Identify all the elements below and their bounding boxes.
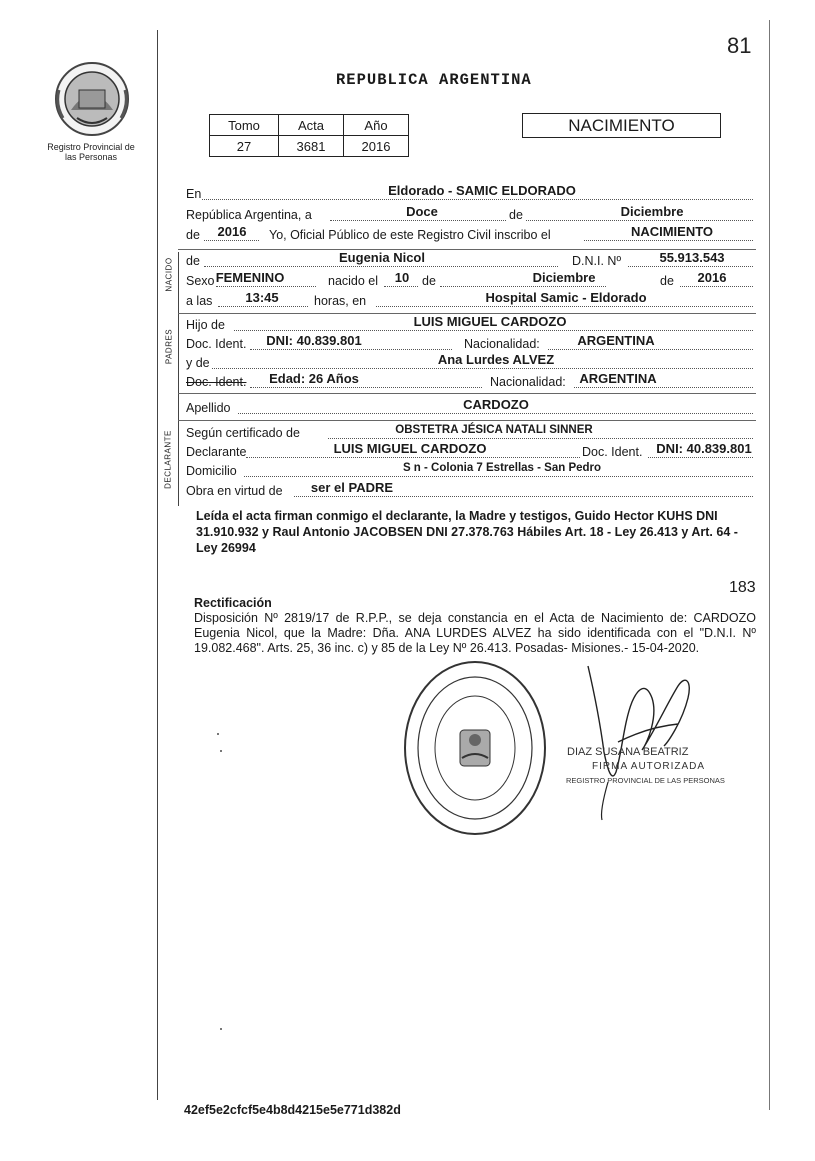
field-row-hora [186,290,754,309]
value-nombre: Eugenia Nicol [339,250,425,265]
registry-header-ano: Año [344,115,409,136]
value-certificado: OBSTETRA JÉSICA NATALI SINNER [395,424,593,436]
value-apellido: CARDOZO [463,397,529,412]
dotted-line [244,476,753,477]
section-bracket-line [178,252,179,506]
record-type-box: NACIMIENTO [522,113,721,138]
signature-scribble-icon [578,662,708,822]
dotted-line [218,306,308,307]
label-horas-en: horas, en [314,294,367,308]
value-nac-padre: ARGENTINA [577,333,655,348]
signatory-role: FIRMA AUTORIZADA [592,761,706,772]
label-de-ano-nac: de [660,274,674,288]
left-margin-line [157,30,158,1100]
dotted-line [250,387,482,388]
dotted-line [212,368,753,369]
label-y-de: y de [186,356,210,370]
label-hijo-de: Hijo de [186,318,225,332]
registry-value-acta: 3681 [279,136,344,157]
label-nacido-de: de [186,254,200,268]
value-doc-padre: DNI: 40.839.801 [266,333,362,348]
label-oficial: Yo, Oficial Público de este Registro Civil inscribo el [269,228,551,242]
provincial-seal-icon [53,60,131,138]
label-nac-madre: Nacionalidad: [490,375,566,389]
value-month: Diciembre [620,204,684,219]
value-mes-nac: Diciembre [532,270,596,285]
dotted-line [216,286,316,287]
dotted-line [204,240,259,241]
rectification-body: Disposición Nº 2819/17 de R.P.P., se deja constancia en el Acta de Nacimiento de: CARDOZO Eugenia Nicol, que la Madre: Dña. ANA LURDES ALVEZ ha sido identificada con el "D.N.I. Nº 19.082.468". Arts. 25, 36 inc. c) y 85 de la Ley Nº 26.413. Posadas- Misiones.- 15-04-2020. [194,611,756,655]
right-margin-line [769,20,770,1110]
dotted-line [250,349,452,350]
label-certificado: Según certificado de [186,426,300,440]
scan-mark [220,1028,222,1030]
dotted-line [376,306,753,307]
dotted-line [680,286,753,287]
scan-mark [217,733,219,735]
dotted-line [628,266,753,267]
value-hora: 13:45 [245,290,279,305]
dotted-line [246,457,580,458]
label-en: En [186,187,202,201]
label-de-month: de [509,208,523,222]
value-declarante: LUIS MIGUEL CARDOZO [333,441,487,456]
label-republica: República Argentina, a [186,208,312,222]
handwritten-signature [578,662,708,827]
value-padre: LUIS MIGUEL CARDOZO [413,314,567,329]
document-hash: 42ef5e2cfcf5e4b8d4215e5e771d382d [184,1103,401,1117]
dotted-line [328,438,753,439]
dotted-line [526,220,753,221]
label-a-las: a las [186,294,213,308]
closing-text: Leída el acta firman conmigo el declarante, la Madre y testigos, Guido Hector KUHS DNI 31.910.932 y Raul Antonio JACOBSEN DNI 27.378.763 Hábiles Art. 18 - Ley 26.413 y Art. 64 - Ley 26994 [196,509,738,555]
value-en: Eldorado - SAMIC ELDORADO [388,183,576,198]
signatory-name: DIAZ SUSANA BEATRIZ [567,746,689,758]
label-doc-declarante: Doc. Ident. [582,445,643,459]
value-doc-madre: Edad: 26 Años [269,371,359,386]
label-domicilio: Domicilio [186,464,237,478]
dotted-line [584,240,753,241]
field-row-apellido [186,397,754,416]
label-declarante: Declarante [186,445,247,459]
dotted-line [648,457,753,458]
logo-caption: Registro Provincial de las Personas [47,142,135,162]
value-day: Doce [406,204,438,219]
registry-value-ano: 2016 [344,136,409,157]
value-lugar: Hospital Samic - Eldorado [485,290,647,305]
dotted-line [234,330,753,331]
value-domicilio: S n - Colonia 7 Estrellas - San Pedro [402,462,602,474]
label-doc-madre: Doc. Ident. [186,375,247,389]
value-year: 2016 [217,224,247,239]
field-row-certificado [186,425,754,441]
dotted-line [330,220,506,221]
label-doc-padre: Doc. Ident. [186,337,247,351]
registry-value-tomo: 27 [210,136,279,157]
field-row-y-de [186,352,754,371]
section-separator [178,420,756,421]
label-de-year: de [186,228,200,242]
field-row-domicilio [186,463,754,479]
registry-table [209,114,409,157]
label-sexo: Sexo [186,274,215,288]
label-obra: Obra en virtud de [186,484,283,498]
rectification-number: 183 [729,579,756,596]
section-label-declarante: DECLARANTE [163,430,173,489]
label-nacido-el: nacido el [328,274,379,288]
dotted-line [204,266,558,267]
value-nac-madre: ARGENTINA [579,371,657,386]
section-separator [178,393,756,394]
field-row-declarante [186,441,754,460]
dotted-line [238,413,753,414]
section-label-padres: PADRES [164,328,174,365]
field-row-doc-madre [186,371,754,390]
value-sexo: FEMENINO [215,270,285,285]
official-stamp [400,658,550,843]
document-title: REPUBLICA ARGENTINA [336,71,532,89]
signatory-org: REGISTRO PROVINCIAL DE LAS PERSONAS [566,776,725,785]
label-dni: D.N.I. Nº [572,254,622,268]
field-row-republica [186,204,754,223]
field-row-obra [186,480,754,499]
registry-header-tomo: Tomo [210,115,279,136]
stamp-seal-icon [400,658,550,838]
registry-logo [47,60,135,162]
section-label-nacido: NACIDO [164,257,174,292]
value-inscribe: NACIMIENTO [630,224,714,239]
field-row-doc-padre [186,333,754,352]
label-de-mes-nac: de [422,274,436,288]
value-madre: Ana Lurdes ALVEZ [437,352,555,367]
registry-header-acta: Acta [279,115,344,136]
field-row-hijo-de [186,314,754,333]
field-row-sexo [186,270,754,289]
scan-mark [220,750,222,752]
label-nac-padre: Nacionalidad: [464,337,540,351]
value-dia-nac: 10 [394,270,410,285]
value-ano-nac: 2016 [697,270,727,285]
value-dni: 55.913.543 [659,250,725,265]
rectification-title: Rectificación [194,596,272,610]
dotted-line [548,349,753,350]
dotted-line [202,199,753,200]
dotted-line [574,387,753,388]
dotted-line [440,286,606,287]
label-apellido: Apellido [186,401,231,415]
value-obra: ser el PADRE [310,480,394,495]
dotted-line [294,496,753,497]
field-row-year [186,224,754,243]
field-row-nacido-de [186,250,754,269]
page-number: 81 [727,33,752,58]
dotted-line [384,286,418,287]
field-row-en [186,183,754,202]
value-doc-declarante: DNI: 40.839.801 [656,441,752,456]
